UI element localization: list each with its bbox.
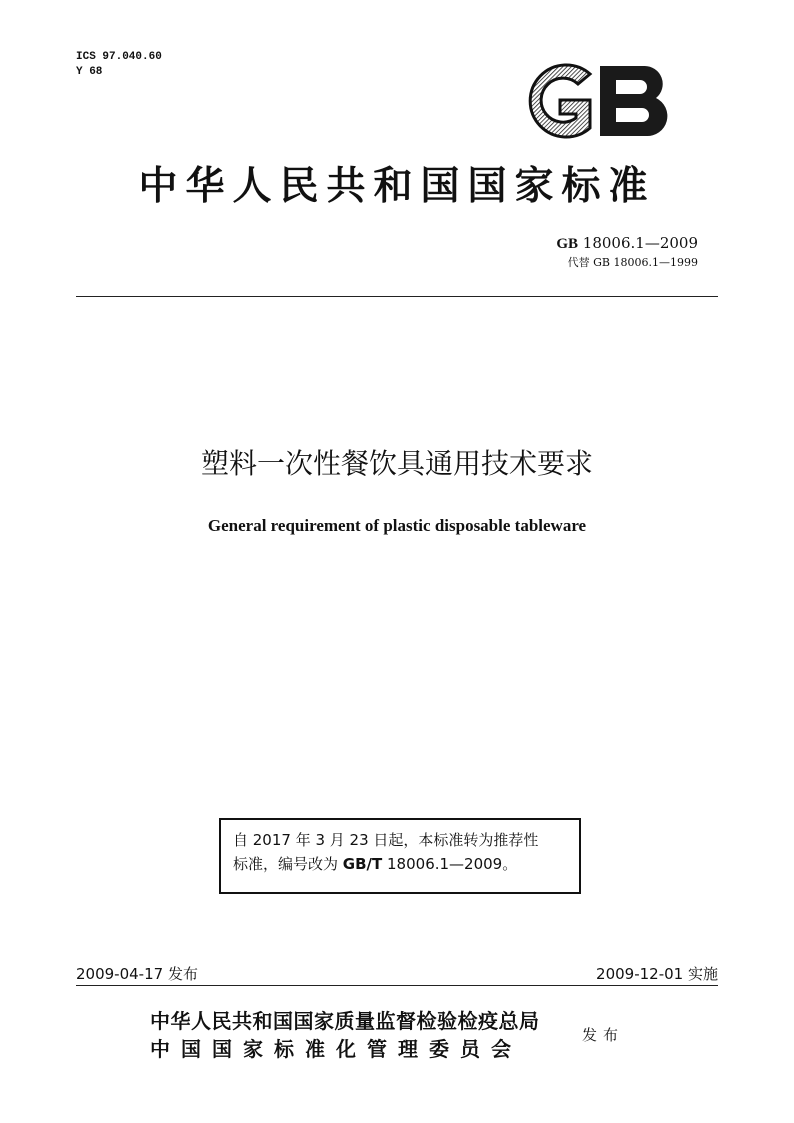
standard-prefix: GB	[556, 236, 579, 252]
ics-code: ICS 97.040.60	[76, 51, 162, 63]
gb-logo-icon	[516, 62, 674, 140]
national-standard-title: 中华人民共和国国家标准	[138, 164, 656, 209]
notice-line-2: 标准，编号改为 GB/T 18006.1—2009。	[233, 855, 518, 873]
replaces-standard: 代替 GB 18006.1—1999	[567, 256, 698, 269]
issue-date: 2009-04-17 发布	[76, 965, 198, 983]
notice-line-1: 自 2017 年 3 月 23 日起，本标准转为推荐性	[233, 831, 539, 849]
standard-number	[556, 234, 698, 253]
notice-code-prefix: GB/T	[342, 855, 383, 873]
header-divider	[76, 296, 718, 297]
document-title-en: General requirement of plastic disposable tableware	[207, 516, 587, 535]
issuer-aqsiq: 中华人民共和国国家质量监督检验检疫总局	[150, 1009, 540, 1033]
classification-code: Y 68	[76, 66, 103, 78]
publish-label: 发布	[582, 1026, 625, 1044]
document-title-cn: 塑料一次性餐饮具通用技术要求	[200, 447, 593, 480]
standard-code: 18006.1—2009	[582, 234, 698, 252]
effective-date: 2009-12-01 实施	[596, 965, 718, 983]
ics-block	[76, 50, 162, 80]
svg-text:GB: GB	[516, 62, 518, 63]
notice-box	[219, 818, 581, 894]
issuer-sac: 中国国家标准化管理委员会	[150, 1037, 522, 1061]
footer-divider	[76, 985, 718, 986]
